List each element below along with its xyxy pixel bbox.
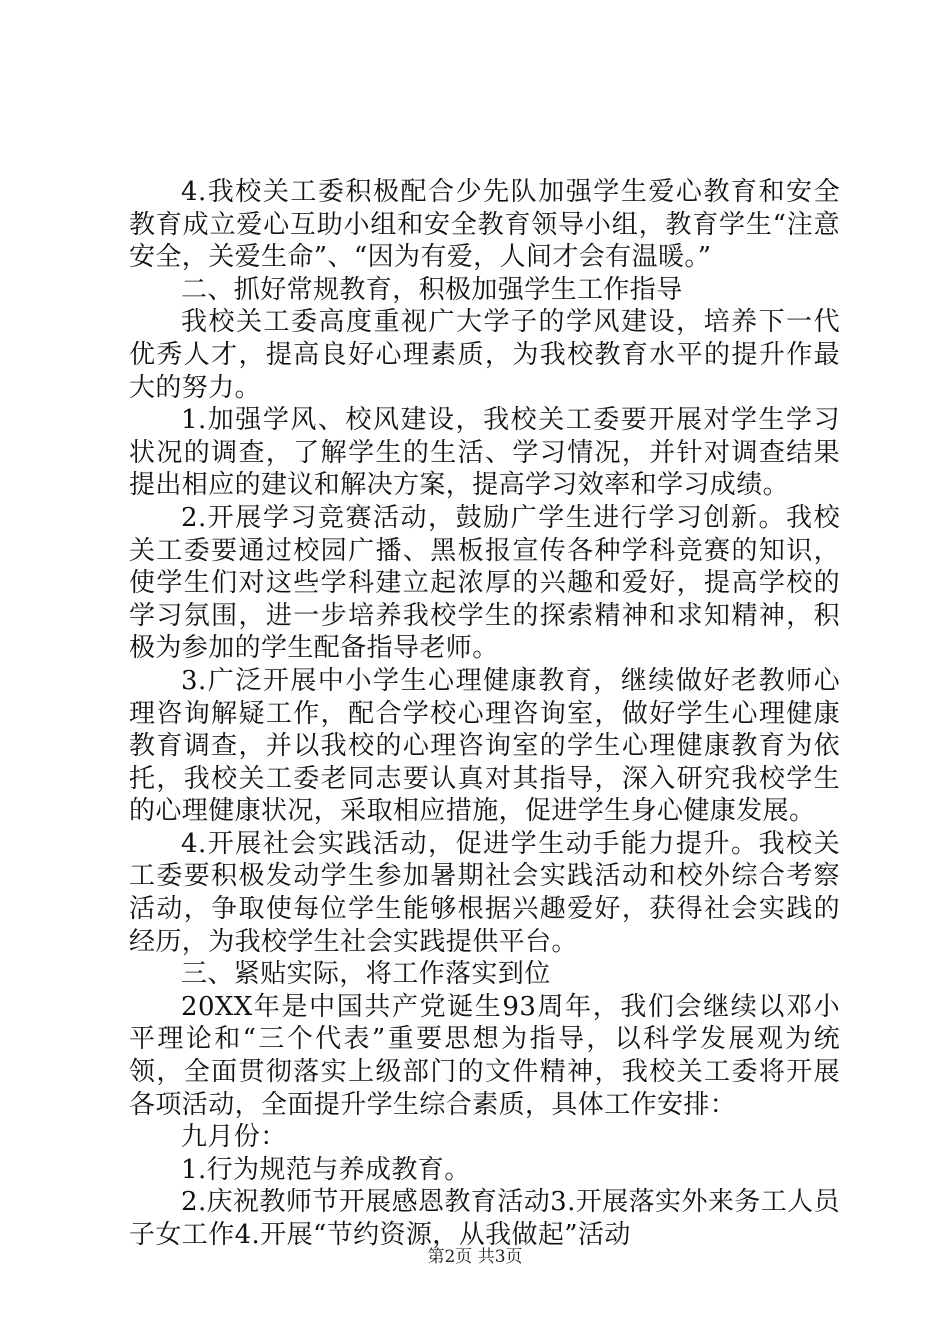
paragraph-year-plan: 20XX年是中国共产党诞生93周年，我们会继续以邓小平理论和“三个代表”重要思想为指导，以科学发展观为统领，全面贯彻落实上级部门的文件精神，我校关工委将开展各项活动，全面提升学生综合素质，具体工作安排： <box>129 991 840 1120</box>
september-items-2-4: 2.庆祝教师节开展感恩教育活动3.开展落实外来务工人员子女工作4.开展“节约资源，从我做起”活动 <box>129 1187 840 1250</box>
paragraph-item-2: 2.开展学习竞赛活动，鼓励广学生进行学习创新。我校关工委要通过校园广播、黑板报宣传各种学科竞赛的知识，使学生们对这些学科建立起浓厚的兴趣和爱好，提高学校的学习氛围，进一步培养我校学生的探索精神和求知精神，积极为参加的学生配备指导老师。 <box>129 502 840 664</box>
paragraph-item-1: 1.加强学风、校风建设，我校关工委要开展对学生学习状况的调查，了解学生的生活、学习情况，并针对调查结果提出相应的建议和解决方案，提高学习效率和学习成绩。 <box>129 405 840 501</box>
section-heading-3: 三、紧贴实际，将工作落实到位 <box>181 959 551 990</box>
paragraph-safety-education: 4.我校关工委积极配合少先队加强学生爱心教育和安全教育成立爱心互助小组和安全教育领导小组，教育学生“注意安全，关爱生命”、“因为有爱，人间才会有温暖。” <box>129 177 840 273</box>
section-heading-2: 二、抓好常规教育，积极加强学生工作指导 <box>181 274 683 305</box>
page-footer: 第2页 共3页 <box>427 1247 523 1267</box>
paragraph-item-4: 4.开展社会实践活动，促进学生动手能力提升。我校关工委要积极发动学生参加暑期社会实践活动和校外综合考察活动，争取使每位学生能够根据兴趣爱好，获得社会实践的经历，为我校学生社会实践提供平台。 <box>129 828 840 957</box>
month-heading-september: 九月份： <box>181 1122 287 1153</box>
paragraph-study-style: 我校关工委高度重视广大学子的学风建设，培养下一代优秀人才，提高良好心理素质，为我校教育水平的提升作最大的努力。 <box>129 307 840 403</box>
document-body <box>129 176 840 1252</box>
september-item-1: 1.行为规范与养成教育。 <box>181 1154 471 1185</box>
paragraph-item-3: 3.广泛开展中小学生心理健康教育，继续做好老教师心理咨询解疑工作，配合学校心理咨询室，做好学生心理健康教育调查，并以我校的心理咨询室的学生心理健康教育为依托，我校关工委老同志要认真对其指导，深入研究我校学生的心理健康状况，采取相应措施，促进学生身心健康发展。 <box>129 665 840 827</box>
